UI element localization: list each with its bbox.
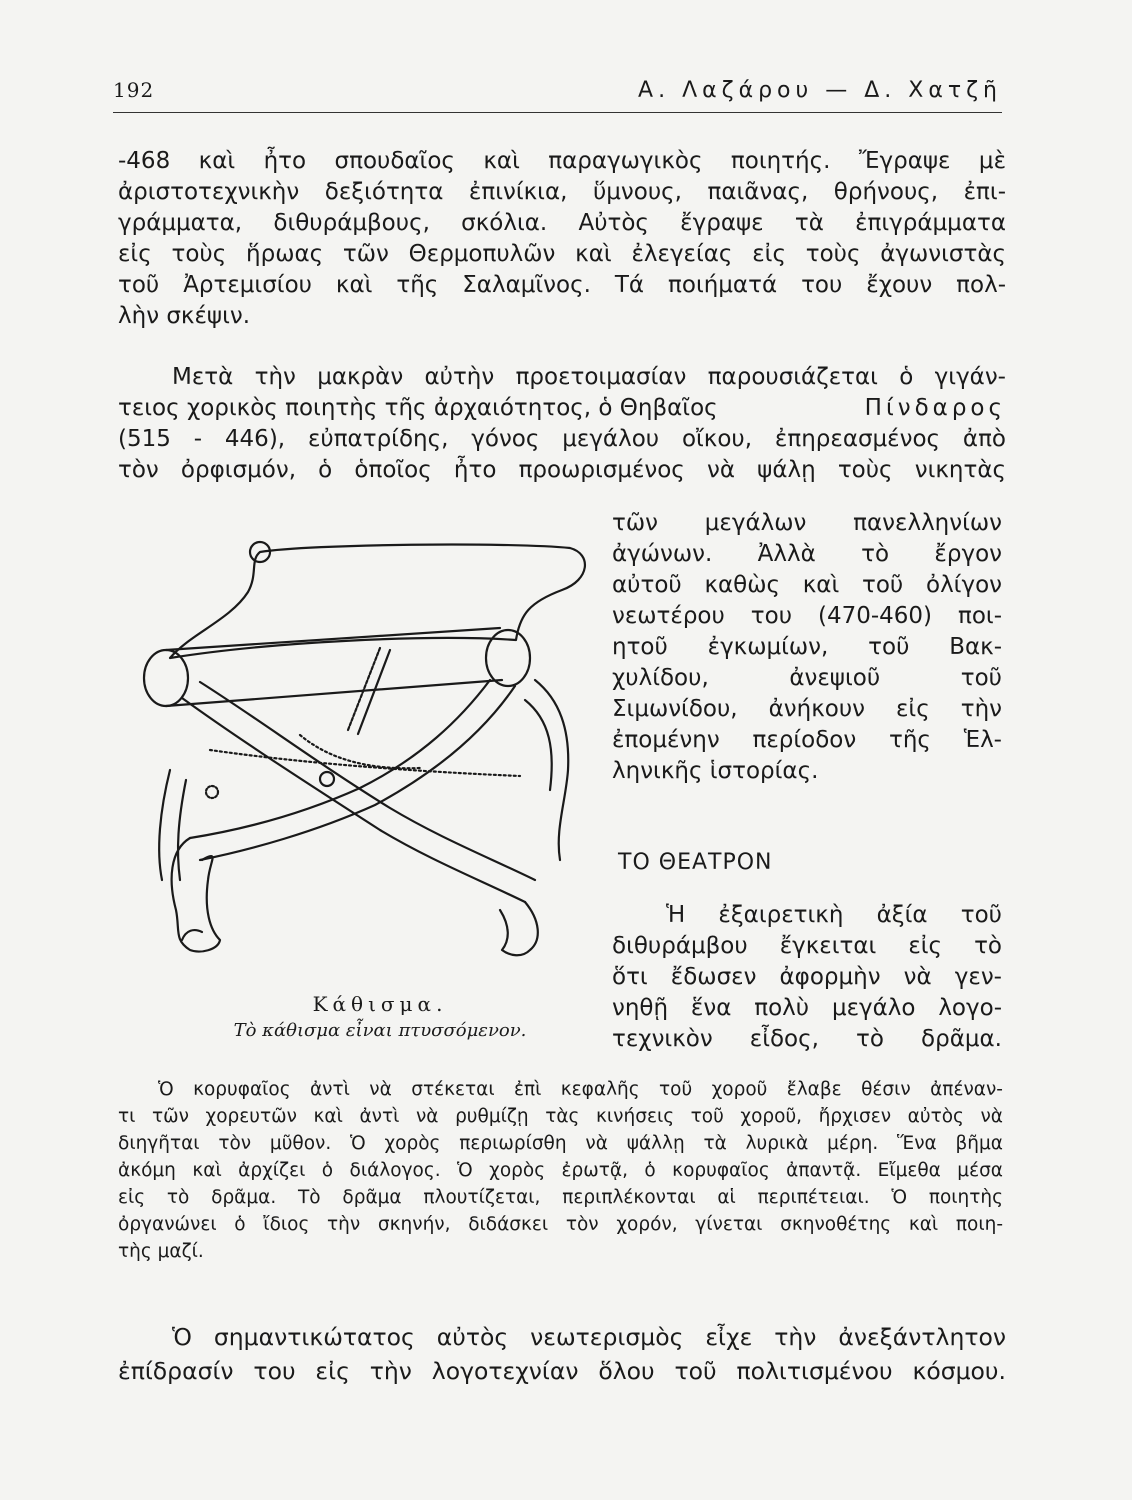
text-line: ἐπίδρασίν του εἰς τὴν λογοτεχνίαν ὅλου τοῦ πολιτισμένου κόσμου. [118,1357,1006,1385]
text-line: ητοῦ ἐγκωμίων, τοῦ Βακ- [612,634,1002,660]
text-line: νεωτέρου του (470-460) ποι- [612,603,1002,629]
second-paragraph [118,362,1006,486]
final-paragraph [118,1320,1006,1388]
text-line: τῶν μεγάλων πανελληνίων [612,510,1002,536]
small-print-paragraph [118,1076,1003,1265]
text-line: αὐτοῦ καθὼς καὶ τοῦ ὀλίγον [612,572,1002,598]
text-line: Ἡ ἐξαιρετικὴ ἀξία τοῦ [666,902,1002,928]
text-fragment: τειος χορικὸς ποιητὴς τῆς ἀρχαιότητος, ὁ Θηβαῖος [118,395,718,421]
text-line: ἀκόμη καὶ ἀρχίζει ὁ διάλογος. Ὁ χορὸς ἐρωτᾷ, ὁ κορυφαῖος ἀπαντᾷ. Εἴμεθα μέσα [118,1160,1003,1181]
text-line: ὀργανώνει ὁ ἴδιος τὴν σκηνήν, διδάσκει τὸν χορόν, γίνεται σκηνοθέτης καὶ ποιη- [118,1214,1003,1235]
text-line: χυλίδου, ἀνεψιοῦ τοῦ [612,665,1002,691]
page-number: 192 [113,78,155,102]
text-line: τὸν ὀρφισμόν, ὁ ὁποῖος ἦτο προωρισμένος νὰ ψάλῃ τοὺς νικητὰς [118,457,1006,483]
top-paragraph [118,146,1006,332]
theatre-paragraph [612,900,1002,1055]
header-rule [113,112,1002,113]
right-column-text [612,508,1002,787]
figure-caption-title: Κάθισμα. [312,992,448,1016]
text-line: (515 - 446), εὐπατρίδης, γόνος μεγάλου οἴκου, ἐπηρεασμένος ἀπὸ [118,426,1006,452]
text-line: Σιμωνίδου, ἀνήκουν εἰς τὴν [612,696,1002,722]
text-line: διθυράμβου ἔγκειται εἰς τὸ [612,933,1002,959]
running-head: Α. Λαζάρου — Δ. Χατζῆ [638,78,1002,103]
text-line: εἰς τοὺς ἥρωας τῶν Θερμοπυλῶν καὶ ἐλεγείας εἰς τοὺς ἀγωνιστὰς [118,241,1006,267]
text-line: εἰς τὸ δρᾶμα. Τὸ δρᾶμα πλουτίζεται, περιπλέκονται αἱ περιπέτειαι. Ὁ ποιητὴς [118,1187,1003,1208]
text-line: ἐπομένην περίοδον τῆς Ἑλ- [612,727,1002,753]
text-line: Ὁ κορυφαῖος ἀντὶ νὰ στέκεται ἐπὶ κεφαλῆς τοῦ χοροῦ ἔλαβε θέσιν ἀπέναν- [158,1079,1003,1100]
text-line: τὴς μαζί. [118,1241,204,1262]
text-line: διηγῆται τὸν μῦθον. Ὁ χορὸς περιωρίσθη νὰ ψάλλῃ τὰ λυρικὰ μέρη. Ἕνα βῆμα [118,1133,1003,1154]
text-line: ὅτι ἔδωσεν ἀφορμὴν νὰ γεν- [612,964,1002,990]
text-line: Ὁ σημαντικώτατος αὐτὸς νεωτερισμὸς εἶχε τὴν ἀνεξάντλητον [172,1323,1006,1351]
text-line: ἀριστοτεχνικὴν δεξιότητα ἐπινίκια, ὕμνους, παιᾶνας, θρήνους, ἐπι- [118,179,1006,205]
text-line: τοῦ Ἀρτεμισίου καὶ τῆς Σαλαμῖνος. Τά ποιήματά του ἔχουν πολ- [118,272,1006,298]
text-line: -468 καὶ ἦτο σπουδαῖος καὶ παραγωγικὸς ποιητής. Ἔγραψε μὲ [118,148,1006,174]
folding-stool-illustration [130,530,600,970]
section-heading: ΤΟ ΘΕΑΤΡΟΝ [618,850,773,875]
text-line: Μετὰ τὴν μακρὰν αὐτὴν προετοιμασίαν παρουσιάζεται ὁ γιγάν- [172,364,1006,390]
figure-caption-text: Τὸ κάθισμα εἶναι πτυσσόμενον. [233,1020,527,1041]
text-line: τεχνικὸν εἶδος, τὸ δρᾶμα. [612,1026,1002,1052]
text-line: νηθῇ ἕνα πολὺ μεγάλο λογο- [612,995,1002,1021]
text-line: τι τῶν χορευτῶν καὶ ἀντὶ νὰ ρυθμίζῃ τὰς κινήσεις τοῦ χοροῦ, ἤρχισεν αὐτὸς νὰ [118,1106,1003,1127]
text-line: γράμματα, διθυράμβους, σκόλια. Αὐτὸς ἔγραψε τὰ ἐπιγράμματα [118,210,1006,236]
page-header [113,78,1002,108]
text-line [118,393,1006,424]
text-line: λὴν σκέψιν. [118,303,251,329]
text-line: ἀγώνων. Ἀλλὰ τὸ ἔργον [612,541,1002,567]
text-line: ληνικῆς ἱστορίας. [612,758,819,784]
poet-name-pindaros: Πίνδαρος [864,395,1006,421]
